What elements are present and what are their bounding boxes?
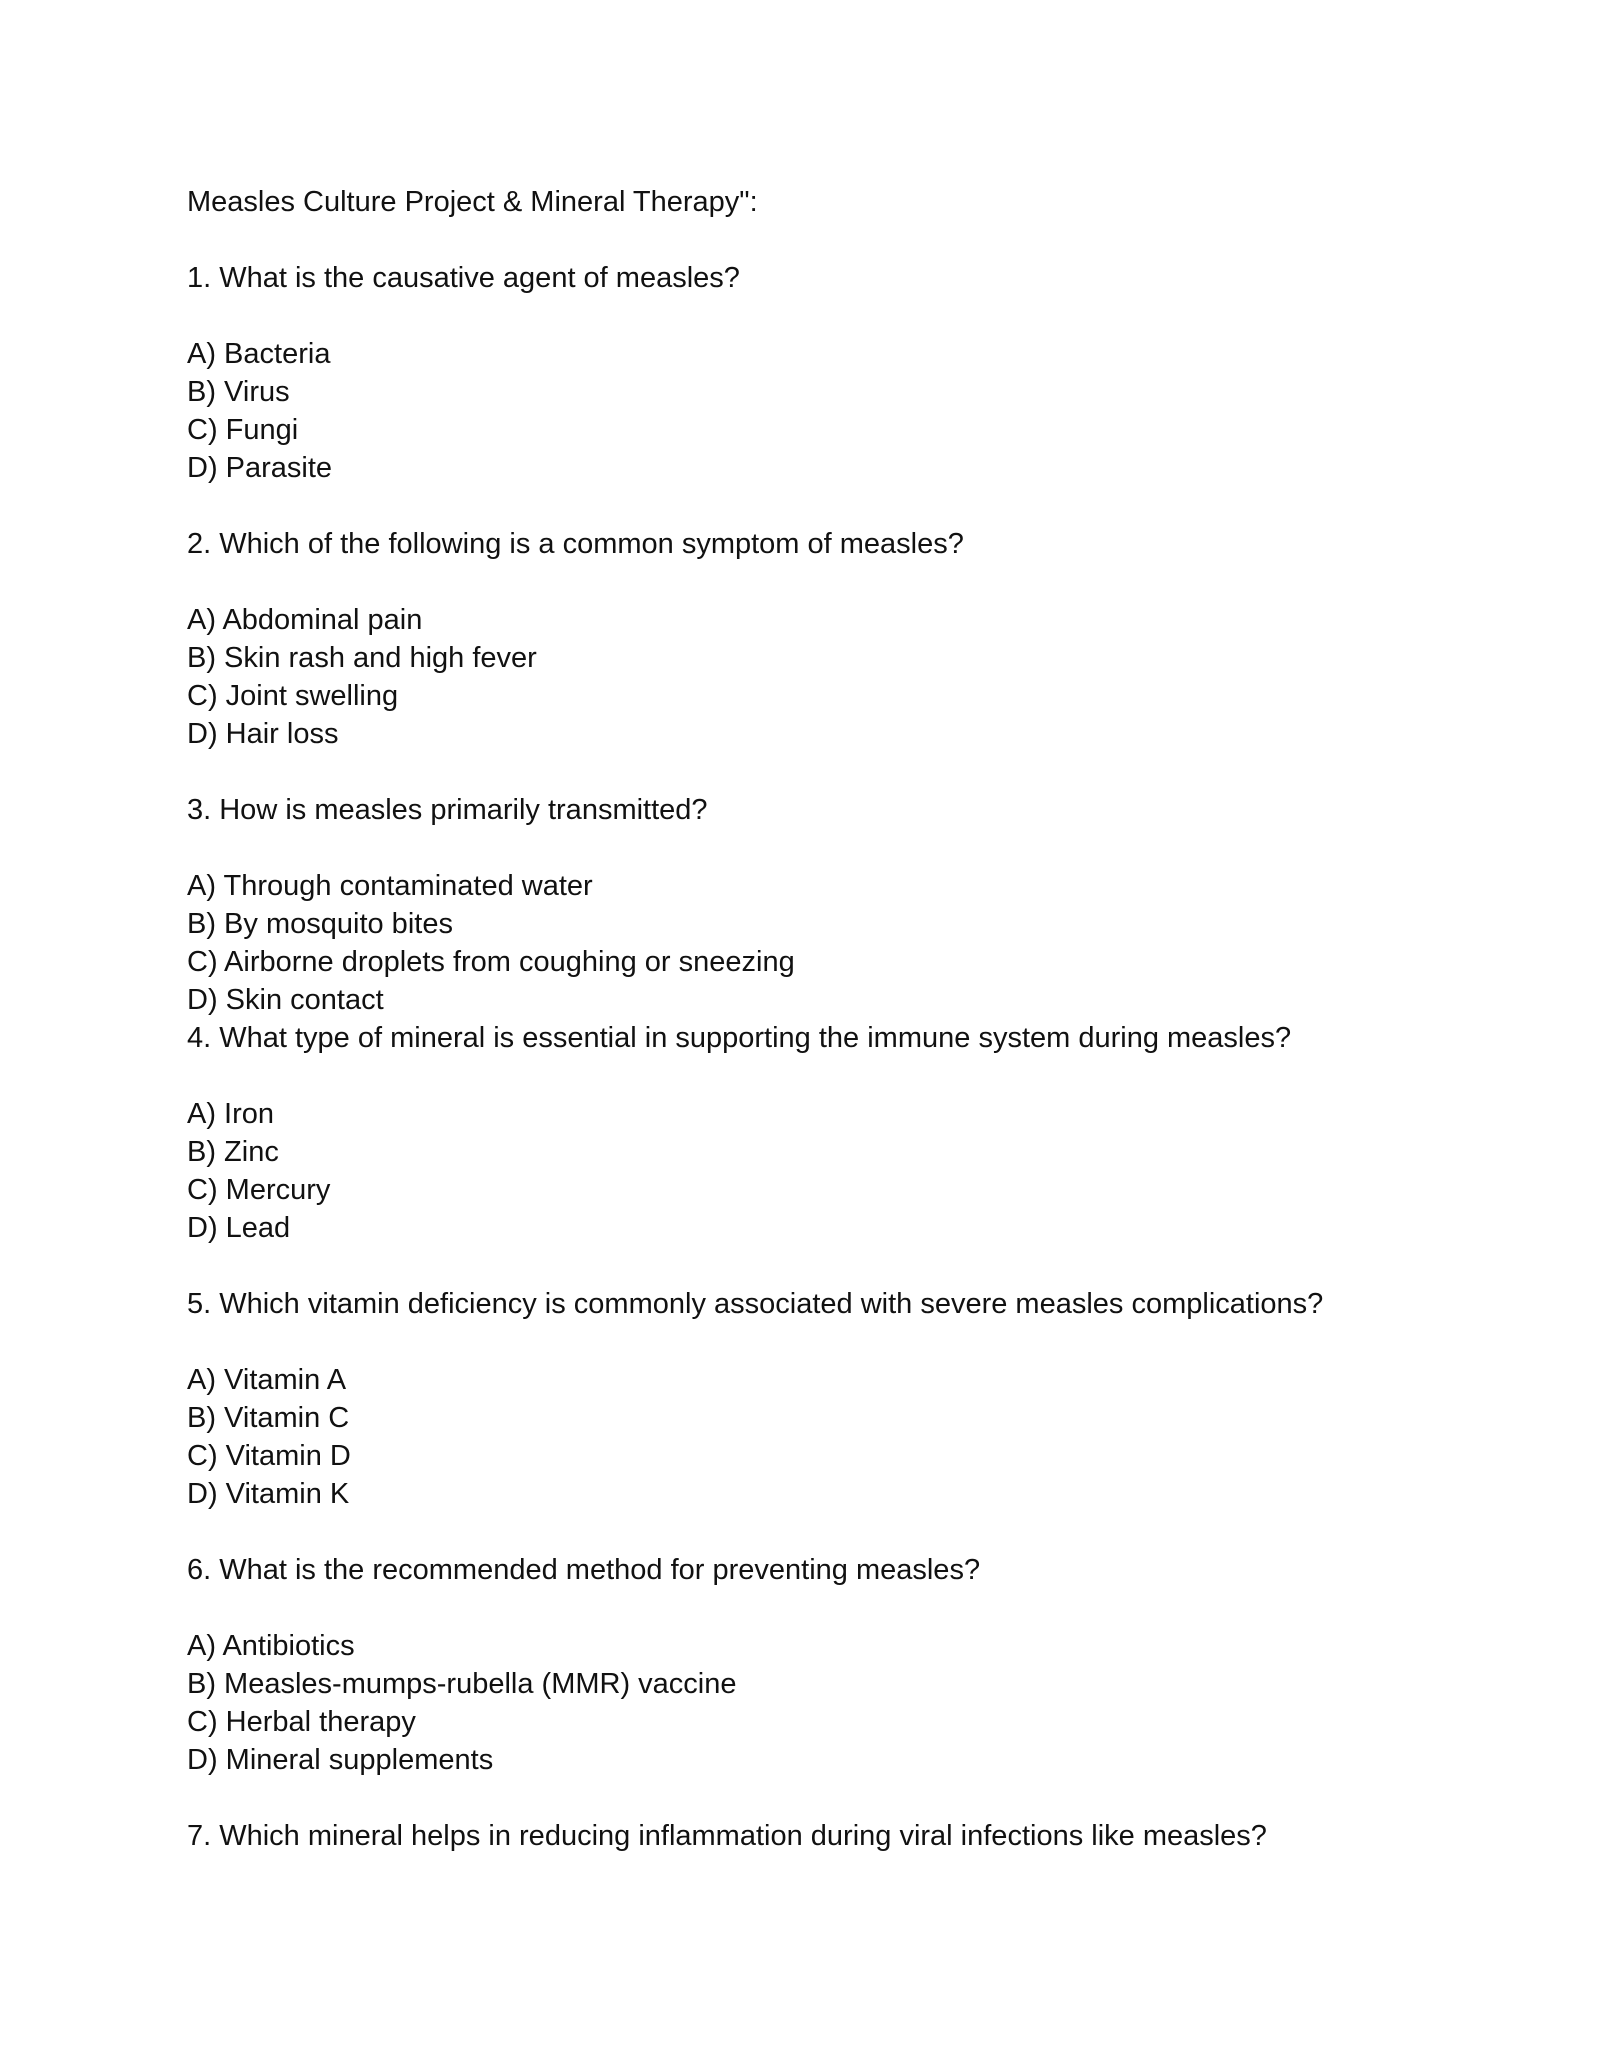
options-list-6: [187, 1627, 1447, 1779]
option-1a: A) Bacteria: [187, 338, 331, 370]
option-2b: B) Skin rash and high fever: [187, 642, 537, 674]
question-3: 3. How is measles primarily transmitted?: [187, 794, 708, 826]
option-3c: C) Airborne droplets from coughing or sneezing: [187, 946, 795, 978]
option-1b: B) Virus: [187, 376, 290, 408]
option-2a: A) Abdominal pain: [187, 604, 423, 636]
question-2: 2. Which of the following is a common symptom of measles?: [187, 528, 964, 560]
options-list-5: [187, 1361, 1447, 1513]
options-list-1: [187, 335, 1447, 487]
option-6a: A) Antibiotics: [187, 1630, 355, 1662]
option-3d: D) Skin contact: [187, 984, 384, 1016]
option-5a: A) Vitamin A: [187, 1364, 347, 1396]
option-5c: C) Vitamin D: [187, 1440, 351, 1472]
question-6: 6. What is the recommended method for preventing measles?: [187, 1554, 981, 1586]
option-6c: C) Herbal therapy: [187, 1706, 416, 1738]
options-list-3: [187, 867, 1447, 1019]
option-6d: D) Mineral supplements: [187, 1744, 494, 1776]
question-4: 4. What type of mineral is essential in supporting the immune system during measles?: [187, 1022, 1292, 1054]
question-1: 1. What is the causative agent of measles?: [187, 262, 740, 294]
options-list-4: [187, 1095, 1447, 1247]
option-3b: B) By mosquito bites: [187, 908, 453, 940]
option-6b: B) Measles-mumps-rubella (MMR) vaccine: [187, 1668, 737, 1700]
option-4c: C) Mercury: [187, 1174, 331, 1206]
document-page: [187, 183, 1447, 1893]
option-2c: C) Joint swelling: [187, 680, 399, 712]
option-2d: D) Hair loss: [187, 718, 339, 750]
option-3a: A) Through contaminated water: [187, 870, 593, 902]
option-4d: D) Lead: [187, 1212, 291, 1244]
option-1c: C) Fungi: [187, 414, 299, 446]
option-5d: D) Vitamin K: [187, 1478, 350, 1510]
question-7: 7. Which mineral helps in reducing inflammation during viral infections like measles?: [187, 1820, 1267, 1852]
option-4b: B) Zinc: [187, 1136, 279, 1168]
option-1d: D) Parasite: [187, 452, 333, 484]
question-5: 5. Which vitamin deficiency is commonly associated with severe measles complications?: [187, 1288, 1324, 1320]
option-4a: A) Iron: [187, 1098, 275, 1130]
option-5b: B) Vitamin C: [187, 1402, 350, 1434]
options-list-2: [187, 601, 1447, 753]
document-title: Measles Culture Project & Mineral Therapy":: [187, 186, 758, 218]
